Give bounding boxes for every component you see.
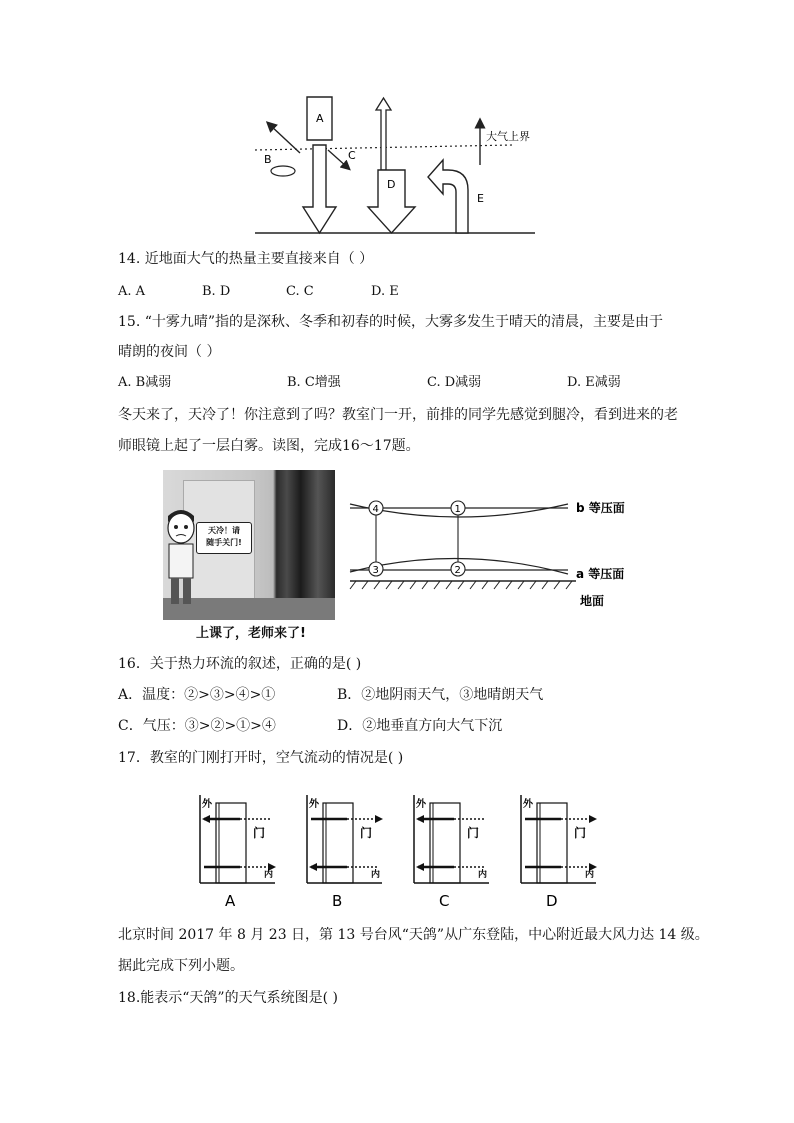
point-1-label: 1 [454, 504, 461, 515]
bubble-text-2: 随手关门! [206, 538, 242, 547]
airflow-option-C [414, 795, 489, 910]
q14-option-b[interactable]: B. D [202, 284, 231, 299]
door-label: 门 [253, 826, 266, 840]
student-cartoon [163, 510, 203, 605]
inside-label: 内 [585, 870, 595, 880]
label-B: B [264, 153, 272, 166]
q14-option-c[interactable]: C. C [286, 284, 314, 299]
q16-option-d[interactable]: D．②地垂直方向大气下沉 [337, 718, 503, 734]
label-C: C [348, 149, 356, 162]
door-label: 门 [467, 826, 480, 840]
q17-stem: 17．教室的门刚打开时，空气流动的情况是( ) [118, 750, 404, 766]
q15-option-b[interactable]: B. C增强 [287, 375, 341, 390]
ground-label: 地面 [580, 594, 605, 608]
label-A: A [316, 112, 324, 125]
cloud-icon [271, 166, 295, 176]
airflow-option-D [521, 795, 597, 910]
airflow-options [190, 785, 630, 910]
outside-label: 外 [202, 799, 212, 810]
q15-option-d[interactable]: D. E减弱 [567, 375, 621, 390]
airflow-option-A [200, 795, 276, 910]
outside-label: 外 [309, 799, 319, 810]
arrow-B [270, 125, 300, 153]
q15-option-c[interactable]: C. D减弱 [427, 375, 482, 390]
q14-option-d[interactable]: D. E [371, 284, 399, 299]
outside-label: 外 [416, 799, 426, 810]
arrow-A-lower [303, 145, 336, 233]
boundary-label: 大气上界 [486, 130, 530, 143]
q15-stem-line2: 晴朗的夜间（ ） [118, 344, 221, 360]
intro16-line1: 冬天来了，天冷了！你注意到了吗？教室门一开，前排的同学先感觉到腿冷，看到进来的老 [118, 407, 678, 423]
inside-label: 内 [264, 870, 274, 880]
label-E: E [477, 192, 484, 205]
q16-stem: 16．关于热力环流的叙述，正确的是( ) [118, 656, 362, 672]
q16-option-b[interactable]: B．②地阴雨天气，③地晴朗天气 [337, 687, 544, 703]
q16-option-c[interactable]: C．气压：③>②>①>④ [118, 718, 276, 734]
option-letter-C: C [439, 892, 450, 910]
intro18-line1: 北京时间 2017 年 8 月 23 日，第 13 号台风“天鸽”从广东登陆，中心附近最大风力达 14 级。 [118, 927, 709, 943]
arrow-D-up [376, 98, 391, 170]
point-3-label: 3 [372, 565, 379, 576]
speech-bubble [196, 522, 252, 554]
intro16-line2: 师眼镜上起了一层白雾。读图，完成16～17题。 [118, 438, 420, 454]
option-letter-B: B [332, 892, 343, 910]
ground-hatch [350, 581, 572, 589]
isobar-diagram [348, 492, 648, 612]
outside-label: 外 [523, 799, 533, 810]
inside-label: 内 [478, 870, 488, 880]
point-4-label: 4 [372, 504, 379, 515]
option-letter-A: A [225, 892, 236, 910]
b-isobar-label: b 等压面 [576, 501, 625, 515]
arrow-E [428, 160, 468, 233]
q18-stem: 18.能表示“天鸽”的天气系统图是( ) [118, 990, 338, 1006]
door-label: 门 [574, 826, 587, 840]
q14-option-a[interactable]: A. A [118, 284, 146, 299]
a-isobar-label: a 等压面 [576, 567, 625, 581]
door-label: 门 [360, 826, 373, 840]
arrow-C [328, 150, 347, 167]
point-2-label: 2 [454, 565, 461, 576]
inside-label: 内 [371, 870, 381, 880]
q15-option-a[interactable]: A. B减弱 [118, 375, 172, 390]
intro18-line2: 据此完成下列小题。 [118, 958, 244, 974]
photo-caption: 上课了，老师来了! [196, 626, 306, 641]
q14-stem: 14. 近地面大气的热量主要直接来自（ ） [118, 251, 374, 267]
option-letter-D: D [546, 892, 558, 910]
bubble-text-1: 天冷！请 [208, 526, 240, 535]
label-D: D [387, 178, 396, 191]
airflow-option-B [307, 795, 383, 910]
radiation-diagram [250, 95, 540, 240]
classroom-photo [163, 470, 335, 620]
q16-option-a[interactable]: A．温度：②>③>④>① [118, 687, 276, 703]
q15-stem-line1: 15. “十雾九晴”指的是深秋、冬季和初春的时候，大雾多发生于晴天的清晨，主要是由于 [118, 314, 664, 330]
